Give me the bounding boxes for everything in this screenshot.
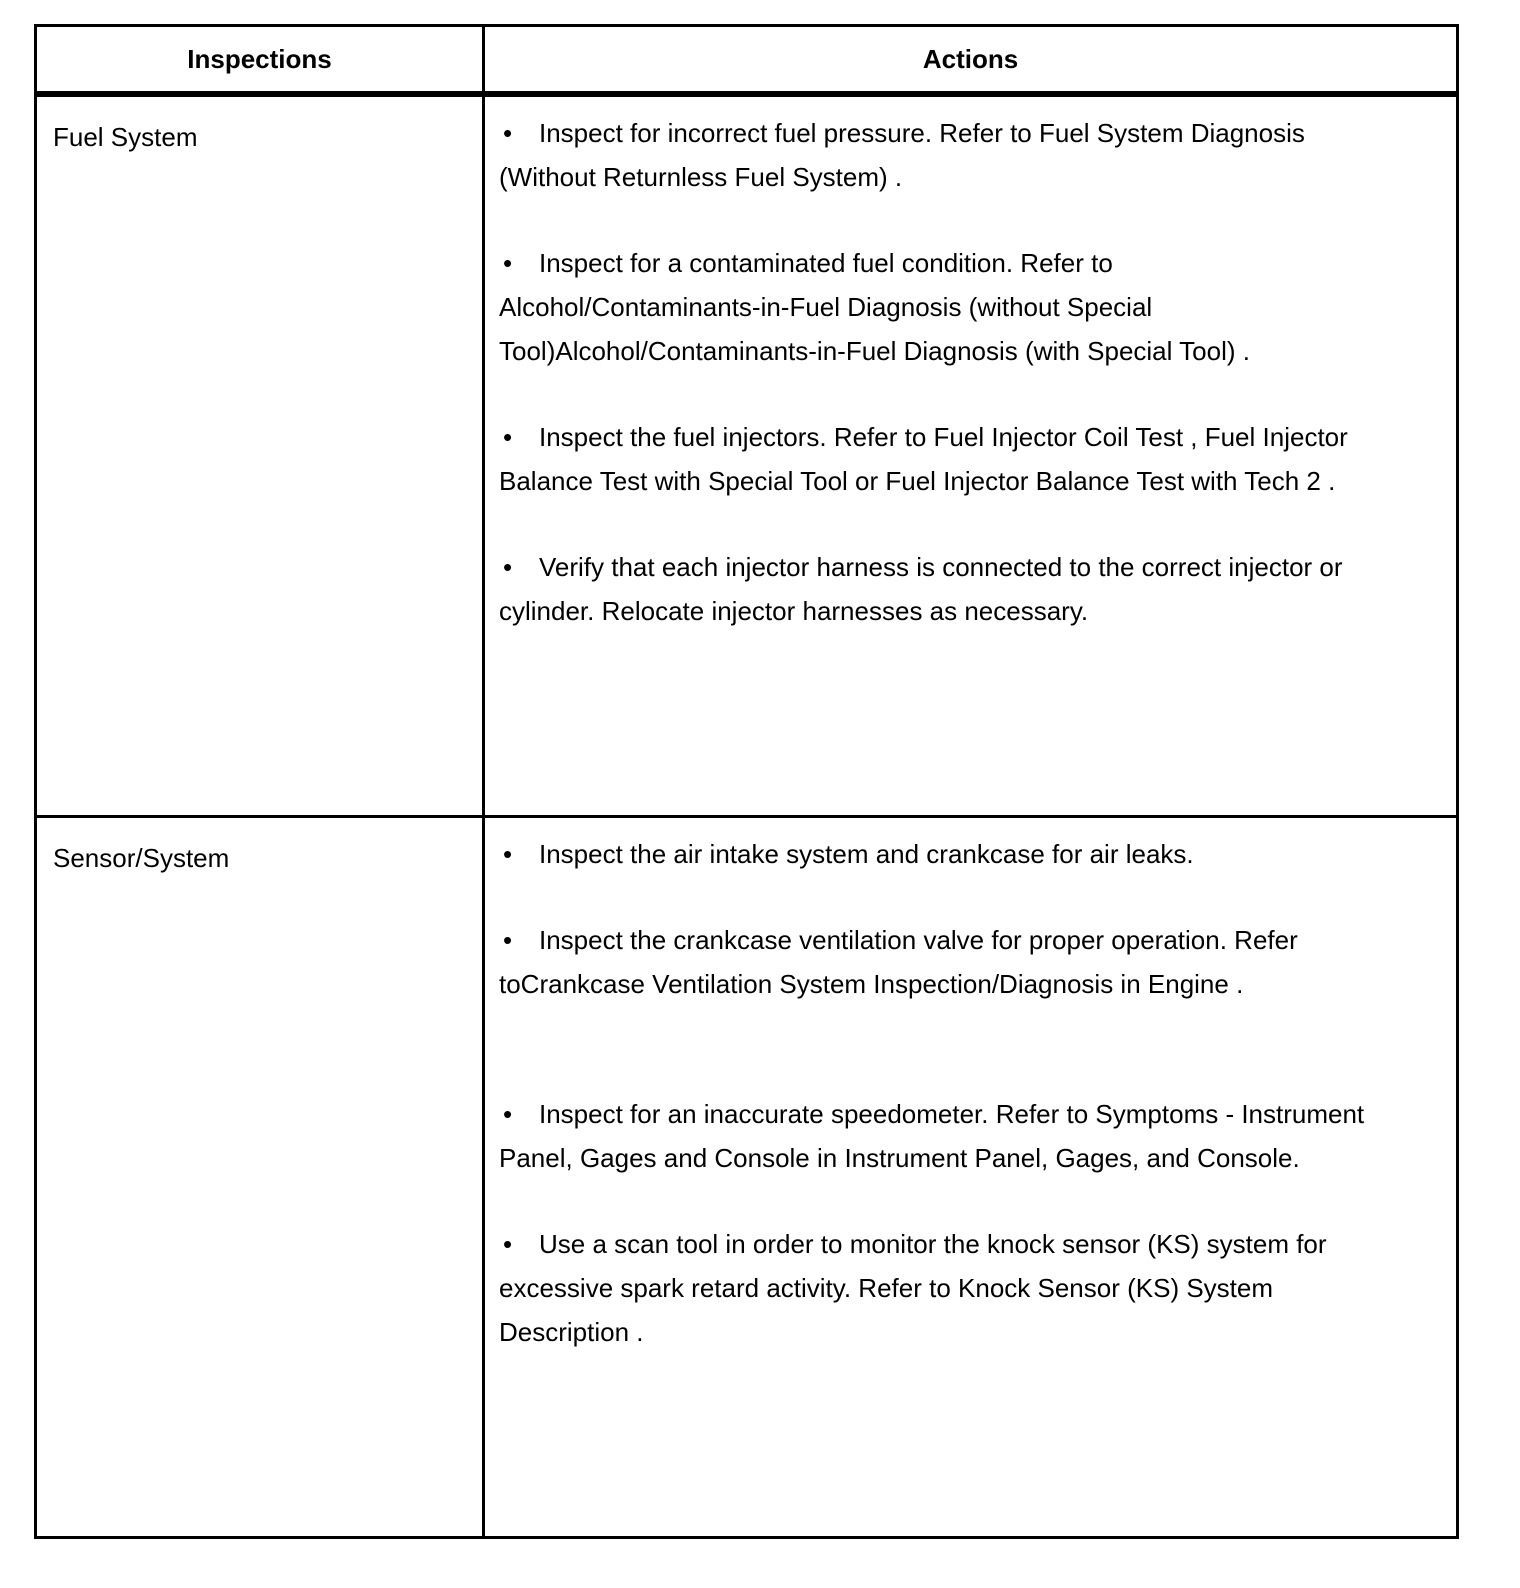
bullet-icon: •	[503, 1229, 513, 1259]
header-actions: Actions	[484, 26, 1458, 95]
action-text: Inspect for a contaminated fuel condition. Refer to Alcohol/Contaminants-in-Fuel Diagnosis (without Special Tool)Alcohol/Contaminants-in-Fuel Diagnosis (with Special Tool) .	[499, 248, 1250, 366]
table-row	[36, 94, 1458, 817]
list-item	[499, 415, 1376, 503]
actions-cell	[484, 817, 1458, 1538]
action-text: Inspect for incorrect fuel pressure. Refer to Fuel System Diagnosis (Without Returnless Fuel System) .	[499, 118, 1305, 192]
bullet-icon: •	[503, 925, 513, 955]
bullet-icon: •	[503, 422, 513, 452]
inspection-cell: Fuel System	[36, 94, 484, 817]
list-item	[499, 918, 1376, 1006]
bullet-icon: •	[503, 552, 513, 582]
action-text: Inspect for an inaccurate speedometer. Refer to Symptoms - Instrument Panel, Gages and Console in Instrument Panel, Gages, and Console.	[499, 1099, 1365, 1173]
list-item	[499, 545, 1376, 633]
bullet-icon: •	[503, 118, 513, 148]
list-item	[499, 832, 1376, 876]
inspections-table	[34, 24, 1459, 1539]
list-item	[499, 1222, 1376, 1354]
actions-cell	[484, 94, 1458, 817]
list-item	[499, 111, 1376, 199]
action-text: Use a scan tool in order to monitor the knock sensor (KS) system for excessive spark retard activity. Refer to Knock Sensor (KS) System Description .	[499, 1229, 1327, 1347]
action-text: Inspect the crankcase ventilation valve for proper operation. Refer toCrankcase Ventilation System Inspection/Diagnosis in Engine .	[499, 925, 1298, 999]
header-inspections: Inspections	[36, 26, 484, 95]
table-header-row	[36, 26, 1458, 95]
action-text: Inspect the fuel injectors. Refer to Fuel Injector Coil Test , Fuel Injector Balance Test with Special Tool or Fuel Injector Balance Test with Tech 2 .	[499, 422, 1348, 496]
list-item	[499, 241, 1376, 373]
bullet-icon: •	[503, 248, 513, 278]
bullet-icon: •	[503, 839, 513, 869]
bullet-icon: •	[503, 1099, 513, 1129]
action-text: Inspect the air intake system and crankcase for air leaks.	[539, 839, 1194, 869]
inspection-cell: Sensor/System	[36, 817, 484, 1538]
action-text: Verify that each injector harness is connected to the correct injector or cylinder. Relocate injector harnesses as necessary.	[499, 552, 1343, 626]
table-row	[36, 817, 1458, 1538]
list-item	[499, 1092, 1376, 1180]
